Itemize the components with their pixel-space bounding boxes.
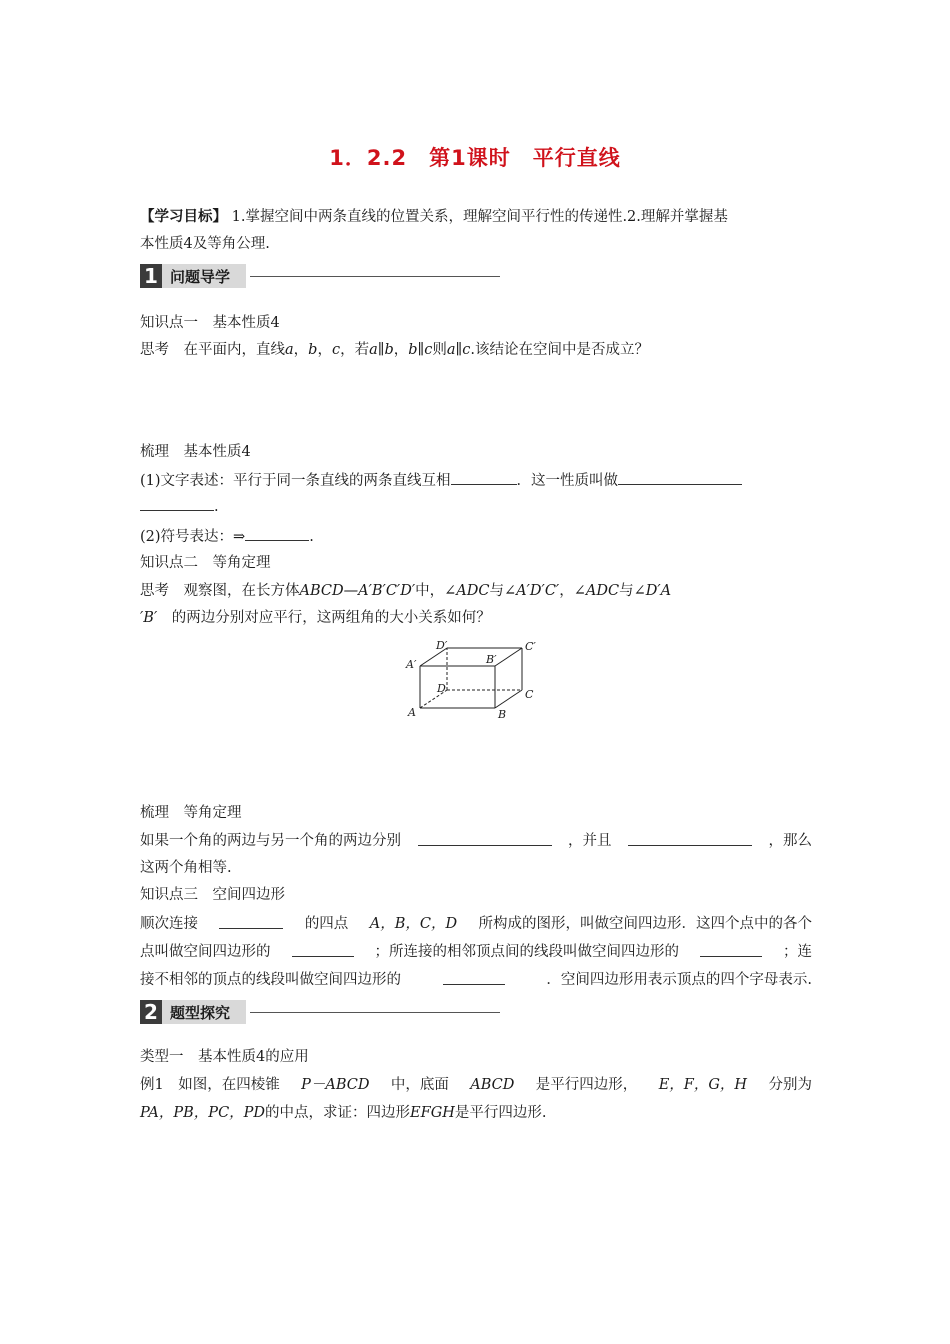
- kp3-line-3: [140, 970, 812, 990]
- kp3-text-3a: 接不相邻的顶点的线段叫做空间四边形的: [140, 972, 401, 988]
- var-b2: b: [384, 342, 394, 358]
- kp2-with-1: 与∠: [489, 583, 517, 599]
- kp2-angle-adc-2: ADC: [585, 583, 620, 599]
- kp3-text-2c: ；连: [783, 944, 812, 960]
- ex1-segments: PA，PB，PC，PD: [140, 1105, 266, 1121]
- var-a: a: [285, 342, 294, 358]
- kp1-think-suffix: .该结论在空间中是否成立？: [470, 342, 649, 358]
- var-a3: a: [446, 342, 456, 358]
- kp1-item1-cont: [140, 496, 812, 517]
- kp1-heading: 知识点一 基本性质4: [140, 315, 280, 331]
- var-c2: c: [424, 342, 433, 358]
- kp1-comb: 梳理 基本性质4: [140, 444, 251, 460]
- label-A: A: [408, 706, 416, 719]
- section-title-2: 题型探究: [162, 1000, 246, 1024]
- label-B: B: [498, 708, 507, 721]
- ex1-text-e: 是平行四边形，: [535, 1077, 638, 1093]
- kp2-box-name: ABCD—A′B′C′D′: [299, 583, 416, 599]
- kp2-mid: 中，∠: [415, 583, 457, 599]
- kp2-think-text: 思考 观察图，在长方体: [140, 583, 300, 599]
- kp2-theorem-line-2: 这两个角相等.: [140, 860, 232, 876]
- objective-label: 【学习目标】: [140, 208, 227, 225]
- ex1-text-a: 例1 如图，在四棱锥: [140, 1077, 280, 1093]
- parallel-sym-1: ∥: [377, 342, 385, 358]
- parallel-sym-3: ∥: [455, 342, 463, 358]
- page-title: 1．2.2 第1课时 平行直线: [329, 146, 621, 170]
- fill-blank[interactable]: [451, 470, 517, 485]
- type1-heading: 类型一 基本性质4的应用: [140, 1049, 309, 1065]
- kp1-item2-end: .: [309, 529, 314, 545]
- kp1-think: 思考 在平面内，直线a，b，c，若a∥b，b∥c则a∥c.该结论在空间中是否成立？: [140, 342, 649, 358]
- section-header-1: [140, 263, 500, 289]
- kp3-text-1a: 顺次连接: [140, 916, 198, 932]
- cuboid-figure: [400, 638, 550, 722]
- ex1-text-g: 分别为: [768, 1077, 812, 1093]
- section-rule-2: [250, 1012, 500, 1013]
- fill-blank[interactable]: [700, 942, 762, 957]
- kp2-comma: ，∠: [559, 583, 586, 599]
- var-b3: b: [408, 342, 418, 358]
- section-rule-1: [250, 276, 500, 277]
- kp2-think-line-1: [140, 581, 812, 601]
- kp2-comb: 梳理 等角定理: [140, 805, 242, 821]
- fill-blank[interactable]: [245, 526, 309, 541]
- kp2-angle-b1: ′B′: [140, 610, 158, 626]
- fill-blank[interactable]: [618, 470, 742, 485]
- kp2-theorem-line-1: [140, 831, 812, 851]
- ex1-text-2d: 是平行四边形.: [454, 1105, 547, 1121]
- kp3-text-1b: 的四点: [304, 916, 349, 932]
- ex1-text-c: 中，底面: [390, 1077, 449, 1093]
- label-D1: D′: [436, 639, 448, 652]
- label-B1: B′: [486, 653, 497, 666]
- ex1-pyramid: P－ABCD: [301, 1077, 370, 1093]
- kp3-text-1c: 所构成的图形，叫做空间四边形．这四个点中的各个: [478, 916, 812, 932]
- example1-line-2: [140, 1103, 812, 1123]
- kp2-heading: 知识点二 等角定理: [140, 555, 271, 571]
- cuboid-hidden-edges: [420, 648, 522, 708]
- objective-line-1: [140, 207, 812, 227]
- cuboid-edges: [420, 648, 522, 708]
- kp2-angle-d1a: D′A: [645, 583, 672, 599]
- kp2-theorem-text-a: 如果一个角的两边与另一个角的两边分别: [140, 833, 401, 849]
- label-A1: A′: [406, 658, 417, 671]
- example1-line-1: [140, 1075, 812, 1095]
- edge-bc: [495, 690, 522, 708]
- fill-blank[interactable]: [219, 914, 283, 929]
- label-D: D: [437, 682, 446, 695]
- kp1-ruo: ，若: [340, 342, 370, 358]
- kp1-item1-text-b: ．这一性质叫做: [516, 473, 619, 489]
- kp1-think-prefix: 思考 在平面内，直线: [140, 342, 285, 358]
- kp3-points: A，B，C，D: [369, 916, 458, 932]
- fill-blank[interactable]: [628, 831, 752, 846]
- kp2-angle-adc: ADC: [456, 583, 490, 599]
- kp3-text-3b: ．空间四边形用表示顶点的四个字母表示.: [546, 972, 812, 988]
- fill-blank[interactable]: [292, 942, 354, 957]
- var-b: b: [308, 342, 318, 358]
- ex1-points: E，F，G，H: [658, 1077, 748, 1093]
- kp1-item1: [140, 470, 812, 491]
- kp2-angle-a1d1c1: A′D′C′: [516, 583, 560, 599]
- kp2-think-line-2: [140, 608, 812, 628]
- kp2-theorem-text-b: ，并且: [568, 833, 612, 849]
- section-header-2: [140, 999, 500, 1025]
- section-number-1: 1: [140, 264, 162, 288]
- kp2-theorem-text-c: ，那么: [768, 833, 812, 849]
- ex1-base: ABCD: [470, 1077, 515, 1093]
- var-c3: c: [462, 342, 471, 358]
- kp3-line-2: [140, 942, 812, 962]
- objective-line-2: [140, 234, 812, 254]
- var-c: c: [331, 342, 341, 358]
- label-C: C: [525, 688, 534, 701]
- kp1-item1-text-a: (1)文字表述：平行于同一条直线的两条直线互相: [140, 473, 451, 489]
- kp1-item1-end: .: [214, 499, 219, 515]
- kp1-item2-text: (2)符号表达：⇒: [140, 529, 246, 545]
- fill-blank[interactable]: [418, 831, 552, 846]
- var-a2: a: [369, 342, 378, 358]
- edge-b1c1: [495, 648, 522, 666]
- objective-text-1: 1.掌握空间中两条直线的位置关系，理解空间平行性的传递性.2.理解并掌握基: [231, 209, 728, 225]
- kp2-with-2: 与∠: [619, 583, 646, 599]
- kp1-ze: 则: [432, 342, 447, 358]
- ex1-quad: EFGH: [410, 1105, 455, 1121]
- kp3-text-2b: ；所连接的相邻顶点间的线段叫做空间四边形的: [374, 944, 679, 960]
- objective-text-2: 本性质4及等角公理.: [140, 236, 270, 252]
- kp3-text-2a: 点叫做空间四边形的: [140, 944, 271, 960]
- section-title-1: 问题导学: [162, 264, 246, 288]
- ex1-text-2b: 的中点，求证：四边形: [265, 1105, 411, 1121]
- kp3-heading: 知识点三 空间四边形: [140, 887, 285, 903]
- fill-blank[interactable]: [140, 496, 214, 511]
- kp3-line-1: [140, 914, 812, 934]
- kp1-item2: [140, 526, 812, 547]
- section-number-2: 2: [140, 1000, 162, 1024]
- kp2-think-question: 的两边分别对应平行，这两组角的大小关系如何？: [171, 610, 491, 626]
- parallel-sym-2: ∥: [417, 342, 425, 358]
- label-C1: C′: [525, 640, 536, 653]
- fill-blank[interactable]: [443, 970, 505, 985]
